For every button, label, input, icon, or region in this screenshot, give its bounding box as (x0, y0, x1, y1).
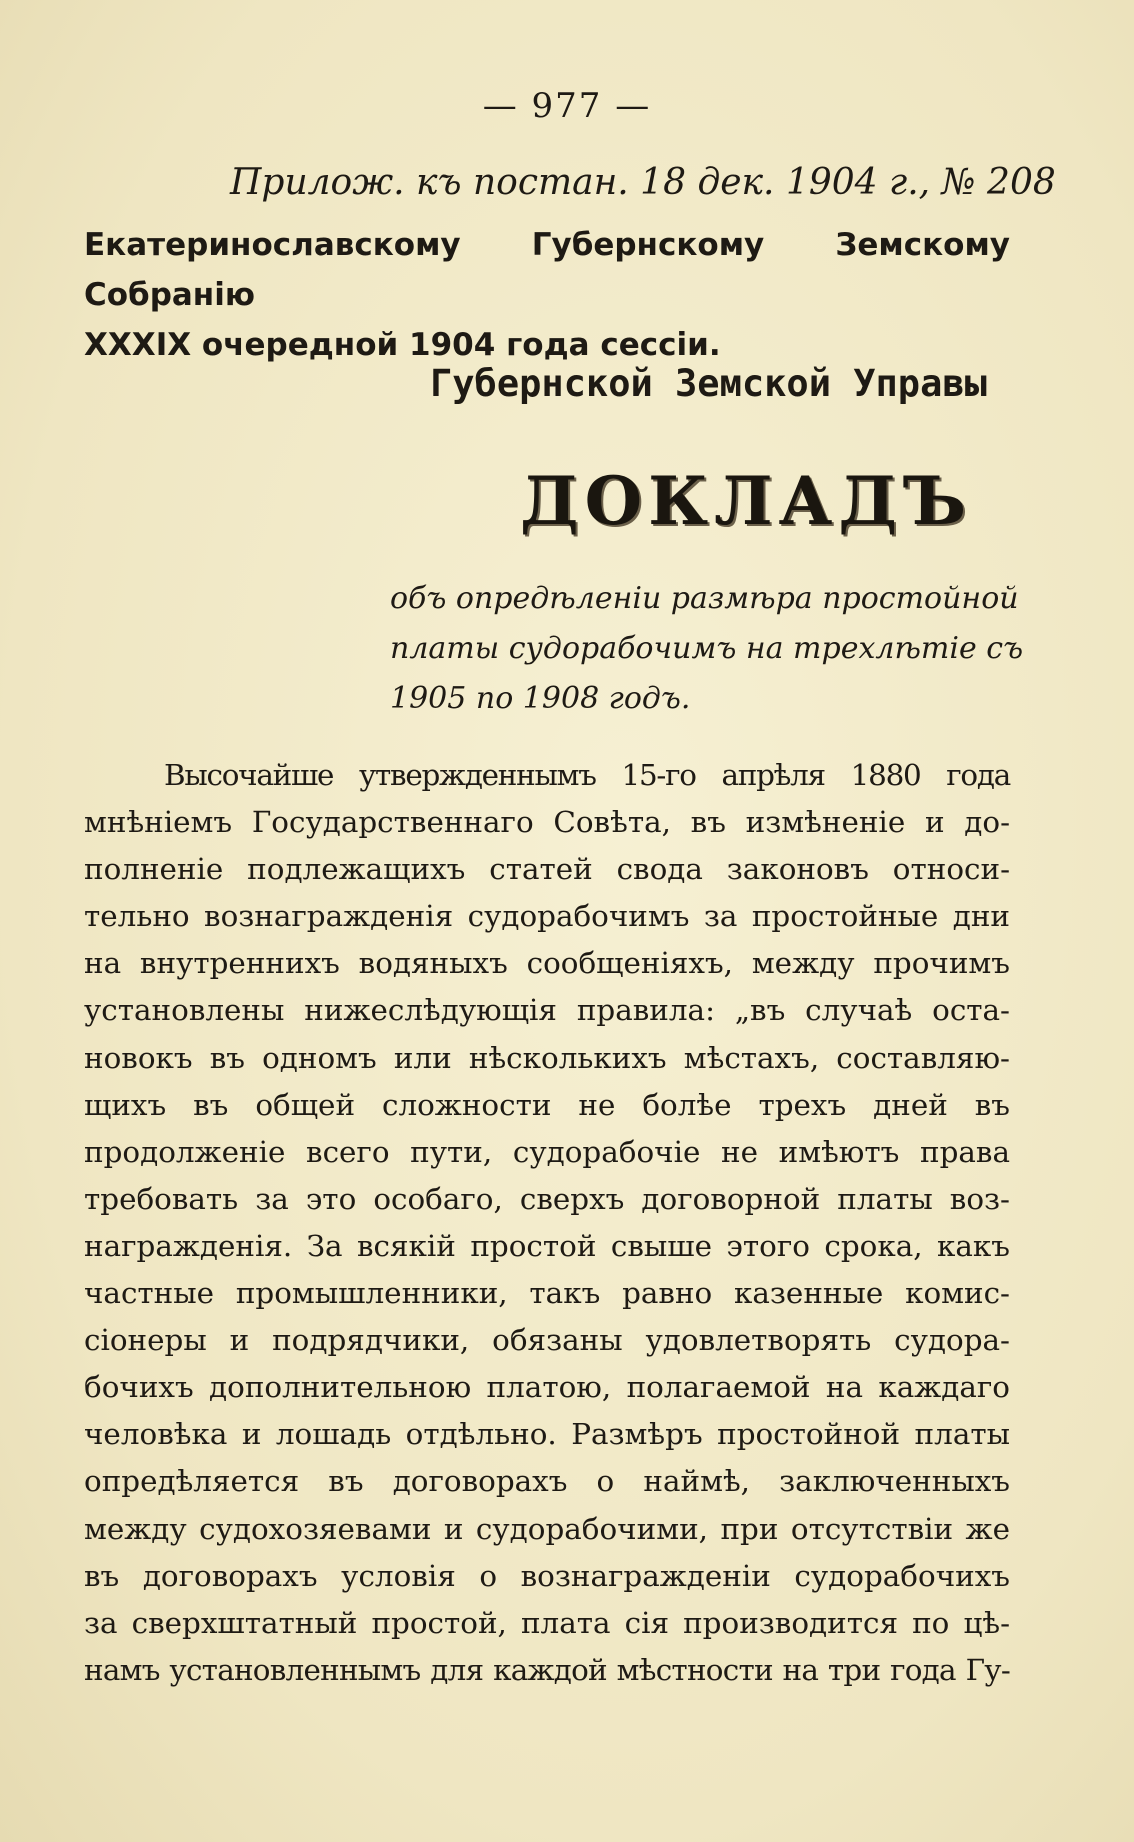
addressee (84, 220, 1010, 370)
body-line: установлены нижеслѣдующія правила: „въ случаѣ оста- (84, 993, 1010, 1028)
body-line: полненіе подлежащихъ статей свода законовъ относи- (84, 852, 1010, 887)
body-line: за сверхштатный простой, плата сія производится по цѣ- (84, 1605, 1010, 1640)
body-line: между судохозяевами и судорабочими, при отсутствіи же (84, 1511, 1010, 1546)
subject-line-2: платы судорабочимъ на трехлѣтіе съ (390, 631, 1024, 666)
body-text (84, 752, 1010, 1694)
body-line: Высочайше утвержденнымъ 15-го апрѣля 1880 года (164, 758, 1010, 792)
body-line: въ договорахъ условія о вознагражденіи судорабочихъ (84, 1558, 1010, 1593)
page-number: — 977 — (482, 86, 652, 126)
body-line: опредѣляется въ договорахъ о наймѣ, заключенныхъ (84, 1464, 1010, 1499)
body-line: требовать за это особаго, сверхъ договорной платы воз- (84, 1181, 1010, 1216)
body-line: человѣка и лошадь отдѣльно. Размѣръ простойной платы (84, 1417, 1010, 1452)
subject-line-3: 1905 по 1908 годъ. (390, 681, 691, 716)
document-title: ДОКЛАДЪ (520, 462, 973, 540)
body-line: щихъ въ общей сложности не болѣе трехъ дней въ (84, 1087, 1010, 1122)
body-line: мнѣніемъ Государственнаго Совѣта, въ измѣненіе и до- (84, 805, 1010, 840)
body-line: сіонеры и подрядчики, обязаны удовлетворять судора- (84, 1323, 1010, 1358)
addressee-line-1: Екатеринославскому Губернскому Земскому Собранію (84, 227, 1010, 313)
body-line: продолженіе всего пути, судорабочіе не имѣютъ права (84, 1134, 1010, 1169)
document-subject (390, 574, 1024, 724)
subject-line-1: объ опредѣленіи размѣра простойной (390, 581, 1019, 616)
body-line: новокъ въ одномъ или нѣсколькихъ мѣстахъ, составляю- (84, 1040, 1010, 1075)
authority-heading: Губернской Земской Управы (430, 362, 987, 405)
body-line: тельно вознагражденія судорабочимъ за простойные дни (84, 899, 1010, 934)
body-line: на внутреннихъ водяныхъ сообщеніяхъ, между прочимъ (84, 946, 1010, 981)
appendix-note: Прилож. къ постан. 18 дек. 1904 г., № 208 (230, 162, 1056, 203)
body-line: бочихъ дополнительною платою, полагаемой на каждаго (84, 1370, 1010, 1405)
body-line: награжденія. За всякій простой свыше этого срока, какъ (84, 1228, 1010, 1263)
body-line: частные промышленники, такъ равно казенные комис- (84, 1276, 1010, 1311)
body-line: намъ установленнымъ для каждой мѣстности на три года Гу- (84, 1652, 1010, 1687)
addressee-line-2: XXXIX очередной 1904 года сессіи. (84, 327, 721, 363)
